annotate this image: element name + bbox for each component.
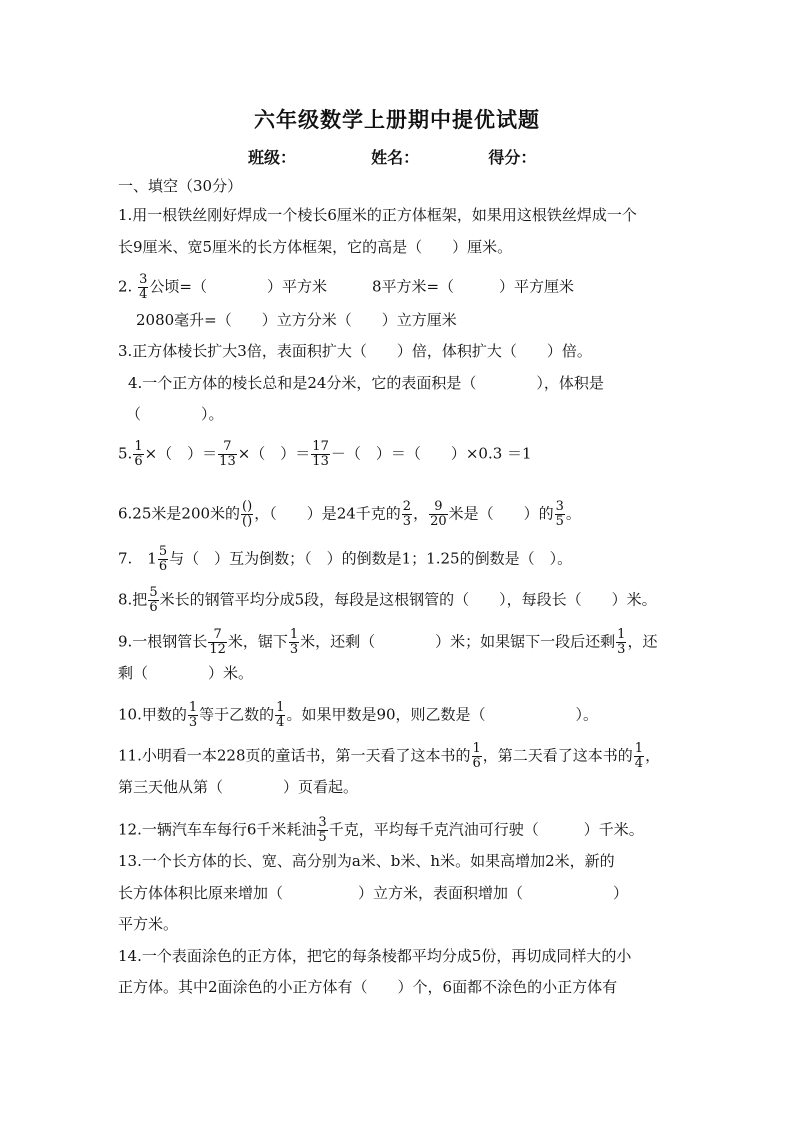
fraction: $\frac{1}{6}$ bbox=[134, 439, 143, 469]
question-number: 2. bbox=[118, 277, 133, 296]
fraction: $\frac{3}{5}$ bbox=[555, 499, 564, 529]
question-text: 。如果甲数是90，则乙数是（ ）。 bbox=[286, 705, 599, 724]
question-1-line-2: 长9厘米、宽5厘米的长方体框架，它的高是（ ）厘米。 bbox=[118, 238, 513, 256]
question-text: 。 bbox=[565, 504, 581, 523]
question-text: ×（ ）＝ bbox=[237, 444, 311, 463]
fraction: $\frac{2}{3}$ bbox=[402, 499, 412, 529]
class-label: 班级： bbox=[248, 148, 297, 167]
question-1-line-1: 1.用一根铁丝刚好焊成一个棱长6厘米的正方体框架，如果用这根铁丝焊成一个 bbox=[118, 206, 637, 224]
question-text: 千克，平均每千克汽油可行驶（ ）千米。 bbox=[328, 820, 644, 839]
question-14-line-2: 正方体。其中2面涂色的小正方体有（ ）个，6面都不涂色的小正方体有 bbox=[118, 978, 618, 996]
fraction: $\frac{7}{13}$ bbox=[219, 439, 236, 469]
fraction: $\frac{7}{12}$ bbox=[209, 627, 226, 657]
fraction: $\frac{17}{13}$ bbox=[312, 439, 329, 469]
question-text: 公顷=（ ）平方米 8平方米=（ ）平方厘米 bbox=[149, 277, 575, 296]
question-text: 8.把 bbox=[118, 590, 148, 609]
fraction: $\frac{3}{5}$ bbox=[318, 815, 327, 845]
question-text: ，还 bbox=[627, 632, 658, 651]
fraction: $\frac{1}{3}$ bbox=[188, 700, 198, 730]
question-4-line-2: （ ）。 bbox=[126, 405, 224, 423]
question-10 bbox=[118, 701, 598, 730]
question-2-line-2: 2080毫升=（ ）立方分米（ ）立方厘米 bbox=[136, 311, 457, 329]
question-text: 米，还剩（ ）米；如果锯下一段后还剩 bbox=[300, 632, 616, 651]
question-4-line-1: 4.一个正方体的棱长总和是24分米，它的表面积是（ ），体积是 bbox=[128, 374, 604, 392]
question-text: 米是（ ）的 bbox=[448, 504, 554, 523]
fraction: $\frac{5}{6}$ bbox=[158, 544, 168, 574]
fraction: $\frac{1}{4}$ bbox=[634, 741, 644, 771]
name-label: 姓名： bbox=[371, 148, 420, 167]
question-13-line-3: 平方米。 bbox=[118, 915, 179, 933]
question-text: 与（ ）互为倒数；（ ）的倒数是1；1.25的倒数是（ ）。 bbox=[169, 549, 573, 568]
question-text: ×（ ）＝ bbox=[144, 444, 218, 463]
question-text: 10.甲数的 bbox=[118, 705, 187, 724]
question-8 bbox=[118, 586, 657, 615]
question-11-line-1 bbox=[118, 742, 660, 771]
fraction: $\frac{9}{20}$ bbox=[430, 499, 447, 529]
question-text: －（ ）＝（ ）×0.3 ＝1 bbox=[330, 444, 532, 463]
question-text: 米长的钢管平均分成5段，每段是这根钢管的（ ），每段长（ ）米。 bbox=[159, 590, 657, 609]
question-text: 12.一辆汽车车每行6千米耗油 bbox=[118, 820, 317, 839]
question-text: 6.25米是200米的 bbox=[118, 504, 241, 523]
question-text: ， bbox=[645, 746, 661, 765]
question-text: 等于乙数的 bbox=[199, 705, 275, 724]
question-7 bbox=[118, 545, 572, 574]
question-3: 3.正方体棱长扩大3倍，表面积扩大（ ）倍，体积扩大（ ）倍。 bbox=[118, 342, 592, 360]
question-9-line-2: 剩（ ）米。 bbox=[118, 664, 254, 682]
question-13-line-1: 13.一个长方体的长、宽、高分别为a米、b米、h米。如果高增加2米，新的 bbox=[118, 852, 615, 870]
fraction: $\frac{1}{6}$ bbox=[472, 741, 481, 771]
question-text: ，第二天看了这本书的 bbox=[482, 746, 633, 765]
student-info-row bbox=[248, 145, 536, 168]
fraction: $\frac{3}{4}$ bbox=[139, 272, 148, 302]
fraction: $\frac{1}{3}$ bbox=[617, 627, 626, 657]
question-number: 5. bbox=[118, 444, 133, 463]
question-11-line-2: 第三天他从第（ ）页看起。 bbox=[118, 778, 359, 796]
question-14-line-1: 14.一个表面涂色的正方体，把它的每条棱都平均分成5份，再切成同样大的小 bbox=[118, 947, 632, 965]
fraction: $\frac{1}{4}$ bbox=[276, 700, 285, 730]
question-5 bbox=[118, 440, 532, 469]
question-13-line-2: 长方体体积比原来增加（ ）立方米，表面积增加（ ） bbox=[118, 884, 629, 902]
page-title: 六年级数学上册期中提优试题 bbox=[254, 107, 540, 132]
question-6 bbox=[118, 500, 581, 529]
question-text: ， bbox=[413, 504, 429, 523]
score-label: 得分： bbox=[488, 148, 537, 167]
question-text: 11.小明看一本228页的童话书，第一天看了这本书的 bbox=[118, 746, 471, 765]
question-text: 9.一根钢管长 bbox=[118, 632, 208, 651]
question-text: ，（ ）是24千克的 bbox=[254, 504, 401, 523]
question-2-line-1 bbox=[118, 273, 574, 302]
question-text: 米，锯下 bbox=[227, 632, 288, 651]
question-12 bbox=[118, 816, 644, 845]
fraction: $\frac{5}{6}$ bbox=[149, 585, 158, 615]
question-text: 7. 1 bbox=[118, 549, 157, 568]
fraction: $\frac{1}{3}$ bbox=[289, 627, 299, 657]
section-heading: 一、填空（30分） bbox=[118, 177, 243, 195]
question-9-line-1 bbox=[118, 628, 657, 657]
fraction: $\frac{()}{()}$ bbox=[242, 499, 253, 529]
